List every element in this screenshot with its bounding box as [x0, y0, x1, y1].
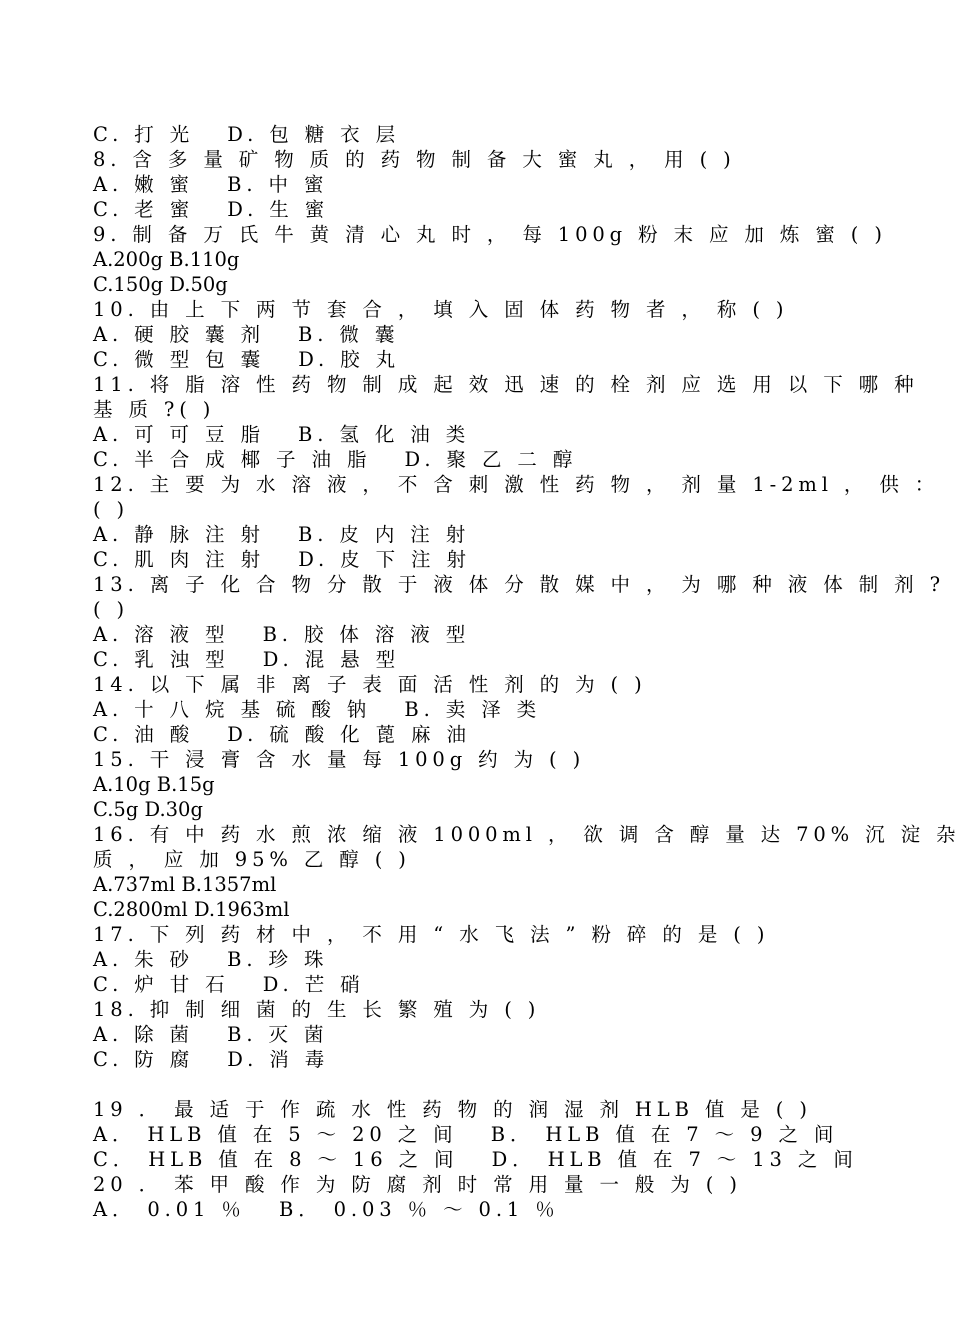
text-line: C. 炉 甘 石 D. 芒 硝	[93, 973, 365, 996]
text-line: C. 防 腐 D. 消 毒	[93, 1048, 330, 1071]
text-line: C.2800ml D.1963ml	[93, 898, 290, 921]
text-line: A. 静 脉 注 射 B. 皮 内 注 射	[93, 523, 471, 546]
text-line: C． HLB 值 在 8 ～ 16 之 间 D． HLB 值 在 7 ～ 13 之 间	[93, 1148, 858, 1171]
text-line: 10. 由 上 下 两 节 套 合 ， 填 入 固 体 药 物 者 ， 称 ( )	[93, 298, 789, 321]
text-line: ( )	[93, 598, 130, 621]
text-line: A. 十 八 烷 基 硫 酸 钠 B. 卖 泽 类	[93, 698, 542, 721]
text-line: C. 半 合 成 椰 子 油 脂 D. 聚 乙 二 醇	[93, 448, 578, 471]
document-page	[93, 122, 960, 1222]
text-line: 15. 干 浸 膏 含 水 量 每 100g 约 为 ( )	[93, 748, 586, 771]
text-line: A. 除 菌 B. 灭 菌	[93, 1023, 329, 1046]
text-line: A． HLB 值 在 5 ～ 20 之 间 B． HLB 值 在 7 ～ 9 之 间	[93, 1123, 839, 1146]
text-line: 质 ， 应 加 95% 乙 醇 ( )	[93, 848, 411, 871]
text-line: A. 可 可 豆 脂 B. 氢 化 油 类	[93, 423, 471, 446]
text-line: A． 0.01 ％ B． 0.03 ％ ～ 0.1 ％	[93, 1198, 560, 1221]
text-line: 19 ． 最 适 于 作 疏 水 性 药 物 的 润 湿 剂 HLB 值 是 ( )	[93, 1098, 812, 1121]
text-line: A. 嫩 蜜 B. 中 蜜	[93, 173, 329, 196]
text-line: 20 ． 苯 甲 酸 作 为 防 腐 剂 时 常 用 量 一 般 为 ( )	[93, 1173, 742, 1196]
text-line: A.737ml B.1357ml	[93, 873, 277, 896]
text-line: 11. 将 脂 溶 性 药 物 制 成 起 效 迅 速 的 栓 剂 应 选 用 以 下 哪 种	[93, 373, 919, 396]
text-line: A. 朱 砂 B. 珍 珠	[93, 948, 329, 971]
text-line: 基 质 ?( )	[93, 398, 216, 421]
text-line: A.10g B.15g	[93, 773, 215, 796]
text-line: 16. 有 中 药 水 煎 浓 缩 液 1000ml ， 欲 调 含 醇 量 达 70% 沉 淀 杂	[93, 823, 960, 846]
text-line: C. 油 酸 D. 硫 酸 化 蓖 麻 油	[93, 723, 471, 746]
text-line: 18. 抑 制 细 菌 的 生 长 繁 殖 为 ( )	[93, 998, 541, 1021]
text-line: 8. 含 多 量 矿 物 质 的 药 物 制 备 大 蜜 丸 ， 用 ( )	[93, 148, 736, 171]
blank-line	[93, 1072, 863, 1097]
text-line: 17. 下 列 药 材 中 ， 不 用 “ 水 飞 法 ” 粉 碎 的 是 ( )	[93, 923, 770, 946]
text-line: ( )	[93, 498, 130, 521]
text-line: A.200g B.110g	[93, 248, 240, 271]
text-line: C. 老 蜜 D. 生 蜜	[93, 198, 330, 221]
text-line: A. 硬 胶 囊 剂 B. 微 囊	[93, 323, 400, 346]
text-line: C. 打 光 D. 包 糖 衣 层	[93, 123, 400, 146]
text-line: A. 溶 液 型 B. 胶 体 溶 液 型	[93, 623, 471, 646]
text-line: C. 肌 肉 注 射 D. 皮 下 注 射	[93, 548, 471, 571]
text-line: 12. 主 要 为 水 溶 液 ， 不 含 刺 激 性 药 物 ， 剂 量 1-2ml ， 供 ：	[93, 473, 940, 496]
text-line: C. 微 型 包 囊 D. 胶 丸	[93, 348, 400, 371]
text-line: 13. 离 子 化 合 物 分 散 于 液 体 分 散 媒 中 ， 为 哪 种 液 体 制 剂 ?	[93, 573, 945, 596]
text-line: C.5g D.30g	[93, 798, 203, 821]
text-line: 14. 以 下 属 非 离 子 表 面 活 性 剂 的 为 ( )	[93, 673, 647, 696]
text-line: 9. 制 备 万 氏 牛 黄 清 心 丸 时 ， 每 100g 粉 末 应 加 炼 蜜 ( )	[93, 223, 887, 246]
text-line: C. 乳 浊 型 D. 混 悬 型	[93, 648, 400, 671]
text-line: C.150g D.50g	[93, 273, 228, 296]
